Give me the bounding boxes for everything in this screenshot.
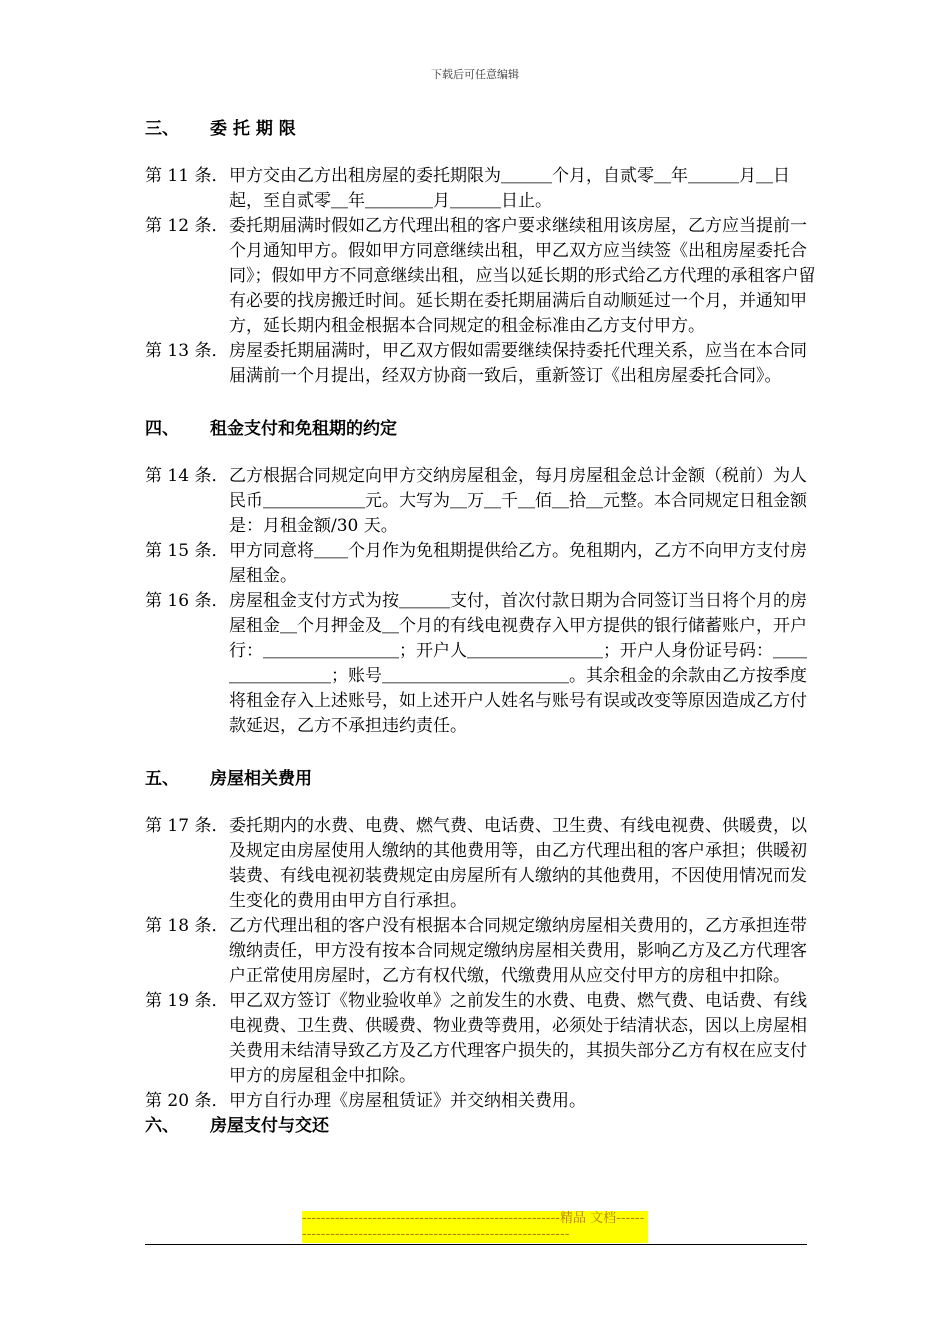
article-text: 乙方代理出租的客户没有根据本合同规定缴纳房屋相关费用的，乙方承担连带缴纳责任，甲方没有按本合同规定缴纳房屋相关费用，影响乙方及乙方代理客户正常使用房屋时，乙方有权代缴，代缴费用从应交付甲方的房租中扣除。: [229, 916, 807, 986]
section-number: 三、: [145, 119, 179, 139]
article-label: 第 18 条．: [145, 916, 229, 936]
article-13: [145, 339, 817, 389]
section-heading-5: [145, 767, 817, 792]
section-heading-4: [145, 417, 817, 442]
article-17: [145, 814, 817, 914]
article-text: 乙方根据合同规定向甲方交纳房屋租金，每月房屋租金总计金额（税前）为人民币＿＿＿＿＿＿元。大写为＿万＿千＿佰＿拾＿元整。本合同规定日租金额是：月租金额/30 天。: [229, 466, 807, 536]
footer-watermark: -------------------------------------------------------精品 文档---------------------------------------------------------------: [302, 1211, 648, 1243]
section-title: 房屋相关费用: [210, 769, 312, 789]
section-number: 五、: [145, 769, 179, 789]
article-15: [145, 539, 817, 589]
section-title: 委 托 期 限: [210, 119, 296, 139]
article-text: 甲方同意将＿＿个月作为免租期提供给乙方。免租期内，乙方不向甲方支付房屋租金。: [229, 541, 807, 586]
article-18: [145, 914, 817, 989]
article-label: 第 12 条．: [145, 216, 229, 236]
article-text: 房屋租金支付方式为按＿＿＿支付，首次付款日期为合同签订当日将个月的房屋租金＿个月押金及＿个月的有线电视费存入甲方提供的银行储蓄账户，开户行：＿＿＿＿＿＿＿＿；开户人＿＿＿＿＿＿＿＿；开户人身份证号码：＿＿＿＿＿＿＿＿；账号＿＿＿＿＿＿＿＿＿＿＿。其余租金的余款由乙方按季度将租金存入上述账号，如上述开户人姓名与账号有误或改变等原因造成乙方付款延迟，乙方不承担违约责任。: [229, 591, 807, 736]
article-text: 委托期届满时假如乙方代理出租的客户要求继续租用该房屋，乙方应当提前一个月通知甲方。假如甲方同意继续出租，甲乙双方应当续签《出租房屋委托合同》；假如甲方不同意继续出租，应当以延长期的形式给乙方代理的承租客户留有必要的找房搬迁时间。延长期在委托期届满后自动顺延过一个月，并通知甲方，延长期内租金根据本合同规定的租金标准由乙方支付甲方。: [229, 216, 816, 336]
article-text: 房屋委托期届满时，甲乙双方假如需要继续保持委托代理关系，应当在本合同届满前一个月提出，经双方协商一致后，重新签订《出租房屋委托合同》。: [229, 341, 807, 386]
article-label: 第 15 条．: [145, 541, 229, 561]
section-title: 租金支付和免租期的约定: [210, 419, 397, 439]
article-text: 委托期内的水费、电费、燃气费、电话费、卫生费、有线电视费、供暖费，以及规定由房屋使用人缴纳的其他费用等，由乙方代理出租的客户承担；供暖初装费、有线电视初装费规定由房屋所有人缴纳的其他费用，不因使用情况而发生变化的费用由甲方自行承担。: [229, 816, 807, 911]
article-label: 第 19 条．: [145, 991, 229, 1011]
document-body: [145, 105, 817, 1139]
article-text: 甲方交由乙方出租房屋的委托期限为＿＿＿个月，自贰零＿年＿＿＿月＿日起，至自贰零＿年＿＿＿＿月＿＿＿日止。: [229, 166, 790, 211]
article-label: 第 17 条．: [145, 816, 229, 836]
footer-divider: [145, 1244, 807, 1245]
article-19: [145, 989, 817, 1089]
article-20: [145, 1089, 817, 1114]
header-note: 下载后可任意编辑: [431, 68, 519, 81]
section-heading-3: [145, 117, 817, 142]
article-label: 第 11 条．: [145, 166, 229, 186]
article-label: 第 13 条．: [145, 341, 229, 361]
article-text: 甲乙双方签订《物业验收单》之前发生的水费、电费、燃气费、电话费、有线电视费、卫生费、供暖费、物业费等费用，必须处于结清状态，因以上房屋相关费用未结清导致乙方及乙方代理客户损失的，其损失部分乙方有权在应支付甲方的房屋租金中扣除。: [229, 991, 807, 1086]
article-14: [145, 464, 817, 539]
section-title: 房屋支付与交还: [210, 1116, 329, 1136]
section-number: 六、: [145, 1116, 179, 1136]
article-label: 第 16 条．: [145, 591, 229, 611]
article-16: [145, 589, 817, 739]
section-number: 四、: [145, 419, 179, 439]
article-12: [145, 214, 817, 339]
article-text: 甲方自行办理《房屋租赁证》并交纳相关费用。: [229, 1091, 586, 1111]
section-heading-6: [145, 1114, 817, 1139]
article-label: 第 14 条．: [145, 466, 229, 486]
article-label: 第 20 条．: [145, 1091, 229, 1111]
article-11: [145, 164, 817, 214]
